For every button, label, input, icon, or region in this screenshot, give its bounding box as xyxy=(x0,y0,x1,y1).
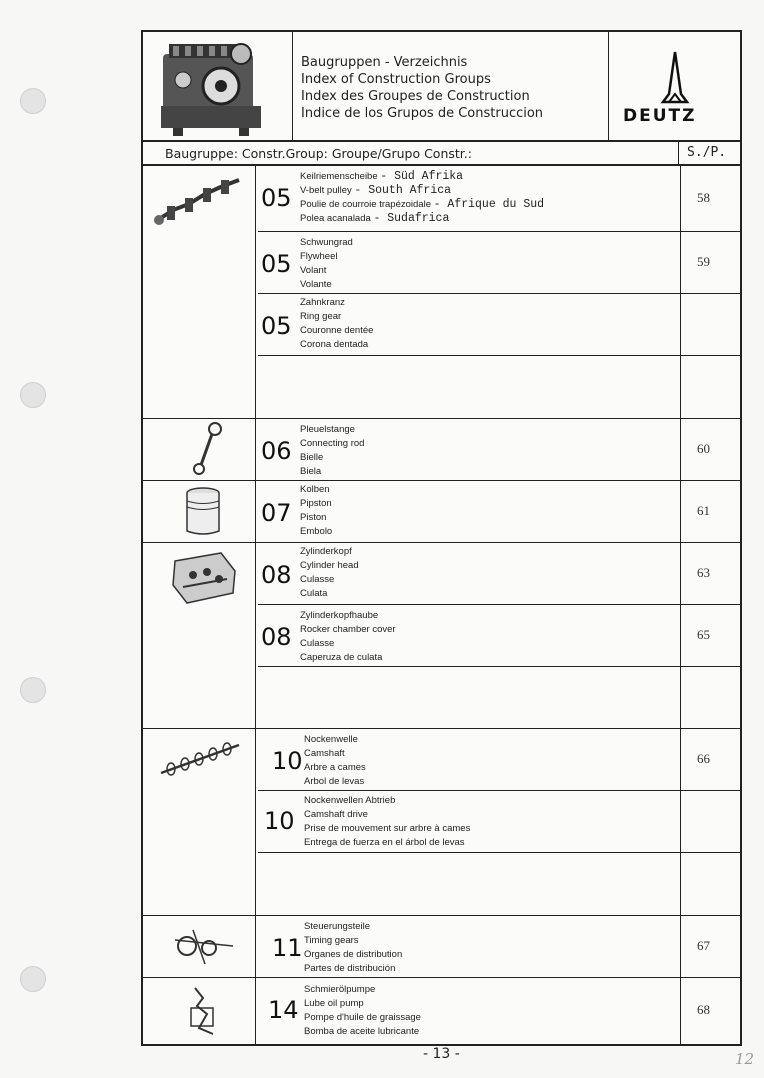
name-fr: Piston xyxy=(300,512,327,523)
page-number: 61 xyxy=(697,503,710,518)
item-names xyxy=(300,609,396,665)
group-number: 05 xyxy=(261,250,292,278)
group-flywheel xyxy=(143,166,740,419)
name-de: Zylinderkopfhaube xyxy=(300,610,379,621)
group-connecting-rod xyxy=(143,419,740,481)
cylinder-head-illustration xyxy=(143,543,256,728)
timing-gears-illustration xyxy=(143,916,256,977)
name-es: Corona dentada xyxy=(300,339,369,350)
piston-illustration xyxy=(143,481,256,542)
punch-hole xyxy=(20,88,46,114)
list-item xyxy=(258,481,740,543)
name-de: Kolben xyxy=(300,484,330,495)
name-fr: Volant xyxy=(300,265,327,276)
name-en: Pipston xyxy=(300,498,332,509)
note-en: - South Africa xyxy=(354,184,452,197)
group-camshaft xyxy=(143,729,740,916)
page-cell xyxy=(680,916,740,978)
name-fr: Culasse xyxy=(300,574,335,585)
subheader-label: Baugruppe: Constr.Group: Groupe/Grupo Constr.: xyxy=(165,146,472,161)
name-es: Culata xyxy=(300,588,328,599)
page-number: 66 xyxy=(697,751,710,766)
name-de: Nockenwelle xyxy=(304,734,358,745)
page-number: 58 xyxy=(697,190,710,205)
name-de: Zahnkranz xyxy=(300,297,345,308)
handwritten-note: 12 xyxy=(735,1050,755,1068)
group-number: 10 xyxy=(264,807,295,835)
name-de: Schwungrad xyxy=(300,237,353,248)
name-en: Rocker chamber cover xyxy=(300,624,396,635)
empty-row xyxy=(258,853,740,915)
group-lube-oil-pump xyxy=(143,978,740,1044)
empty-row xyxy=(258,667,740,729)
oil-pump-illustration xyxy=(143,978,256,1044)
item-names xyxy=(304,794,470,850)
name-en: V-belt pulley xyxy=(300,185,352,196)
page-cell xyxy=(680,605,740,666)
page-number: 67 xyxy=(697,938,710,953)
group-cylinder-head xyxy=(143,543,740,729)
subheader xyxy=(143,142,740,166)
note-es: - Sudafrica xyxy=(373,212,450,225)
list-item xyxy=(258,166,740,232)
name-es: Volante xyxy=(300,279,332,290)
item-names xyxy=(300,170,544,226)
page-cell xyxy=(680,481,740,543)
name-es: Caperuza de culata xyxy=(300,652,383,663)
title-en: Index of Construction Groups xyxy=(301,72,491,87)
name-en: Connecting rod xyxy=(300,438,365,449)
group-number: 06 xyxy=(261,437,292,465)
name-de: Schmierölpumpe xyxy=(304,984,376,995)
name-es: Entrega de fuerza en el árbol de levas xyxy=(304,837,465,848)
note-de: - Süd Afrika xyxy=(380,170,464,183)
list-item xyxy=(258,729,740,791)
page-cell xyxy=(680,729,740,790)
page-cell xyxy=(680,667,740,729)
name-es: Polea acanalada xyxy=(300,213,371,224)
engine-illustration xyxy=(143,32,293,140)
name-es: Bomba de aceite lubricante xyxy=(304,1026,420,1037)
page-cell xyxy=(680,978,740,1044)
page-cell xyxy=(680,166,740,231)
header-titles xyxy=(301,54,543,122)
page-cell xyxy=(680,356,740,418)
connecting-rod-illustration xyxy=(143,419,256,480)
name-es: Biela xyxy=(300,466,322,477)
name-fr: Arbre a cames xyxy=(304,762,366,773)
name-fr: Poulie de courroie trapézoidale xyxy=(300,199,431,210)
deutz-logo-icon xyxy=(609,32,741,112)
punch-hole xyxy=(20,677,46,703)
group-number: 08 xyxy=(261,561,292,589)
name-fr: Bielle xyxy=(300,452,324,463)
group-number: 05 xyxy=(261,312,292,340)
page-footer-number: - 13 - xyxy=(423,1046,460,1062)
list-item xyxy=(258,791,740,853)
list-item xyxy=(258,543,740,605)
name-de: Zylinderkopf xyxy=(300,546,352,557)
group-piston xyxy=(143,481,740,543)
name-es: Arbol de levas xyxy=(304,776,365,787)
title-fr: Index des Groupes de Construction xyxy=(301,89,530,104)
name-en: Timing gears xyxy=(304,935,359,946)
punch-hole xyxy=(20,382,46,408)
page-cell xyxy=(680,294,740,355)
name-fr: Prise de mouvement sur arbre à cames xyxy=(304,823,471,834)
header xyxy=(143,32,740,142)
item-names xyxy=(300,236,353,292)
logo-text: DEUTZ xyxy=(623,106,697,126)
crankshaft-illustration xyxy=(143,166,256,418)
list-item xyxy=(258,294,740,356)
camshaft-illustration xyxy=(143,729,256,915)
note-fr: - Afrique du Sud xyxy=(433,198,545,211)
name-fr: Pompe d'huile de graissage xyxy=(304,1012,421,1023)
name-fr: Couronne dentée xyxy=(300,325,374,336)
page-number: 68 xyxy=(697,1002,710,1017)
page-number: 63 xyxy=(697,565,710,580)
name-de: Nockenwellen Abtrieb xyxy=(304,795,396,806)
index-table xyxy=(141,30,742,1046)
deutz-logo xyxy=(608,32,740,140)
empty-row xyxy=(258,356,740,418)
group-number: 11 xyxy=(272,934,303,962)
page-number: 59 xyxy=(697,254,710,269)
item-names xyxy=(304,983,421,1039)
name-en: Camshaft xyxy=(304,748,345,759)
page-number: 65 xyxy=(697,627,710,642)
group-number: 07 xyxy=(261,499,292,527)
name-en: Cylinder head xyxy=(300,560,359,571)
name-es: Embolo xyxy=(300,526,333,537)
group-timing-gears xyxy=(143,916,740,978)
name-fr: Organes de distribution xyxy=(304,949,403,960)
name-es: Partes de distribución xyxy=(304,963,396,974)
name-de: Pleuelstange xyxy=(300,424,355,435)
name-en: Flywheel xyxy=(300,251,338,262)
title-de: Baugruppen - Verzeichnis xyxy=(301,55,468,70)
name-en: Ring gear xyxy=(300,311,342,322)
name-en: Lube oil pump xyxy=(304,998,364,1009)
page-cell xyxy=(680,791,740,852)
page-number: 60 xyxy=(697,441,710,456)
punch-hole xyxy=(20,966,46,992)
item-names xyxy=(304,920,402,976)
list-item xyxy=(258,605,740,667)
page-cell xyxy=(680,419,740,481)
item-names xyxy=(304,733,366,789)
name-de: Keilriemenscheibe xyxy=(300,171,378,182)
name-fr: Culasse xyxy=(300,638,335,649)
list-item xyxy=(258,419,740,481)
item-names xyxy=(300,483,332,539)
page-cell xyxy=(680,853,740,915)
name-de: Steuerungsteile xyxy=(304,921,371,932)
page-cell xyxy=(680,232,740,293)
item-names xyxy=(300,296,373,352)
page-column-header: S./P. xyxy=(678,142,740,164)
name-en: Camshaft drive xyxy=(304,809,368,820)
list-item xyxy=(258,978,740,1044)
group-number: 08 xyxy=(261,623,292,651)
group-number: 14 xyxy=(268,996,299,1024)
group-number: 10 xyxy=(272,747,303,775)
item-names xyxy=(300,423,364,479)
list-item xyxy=(258,916,740,978)
title-es: Indice de los Grupos de Construccion xyxy=(301,106,544,121)
list-item xyxy=(258,232,740,294)
group-number: 05 xyxy=(261,184,292,212)
page-cell xyxy=(680,543,740,604)
item-names xyxy=(300,545,359,601)
